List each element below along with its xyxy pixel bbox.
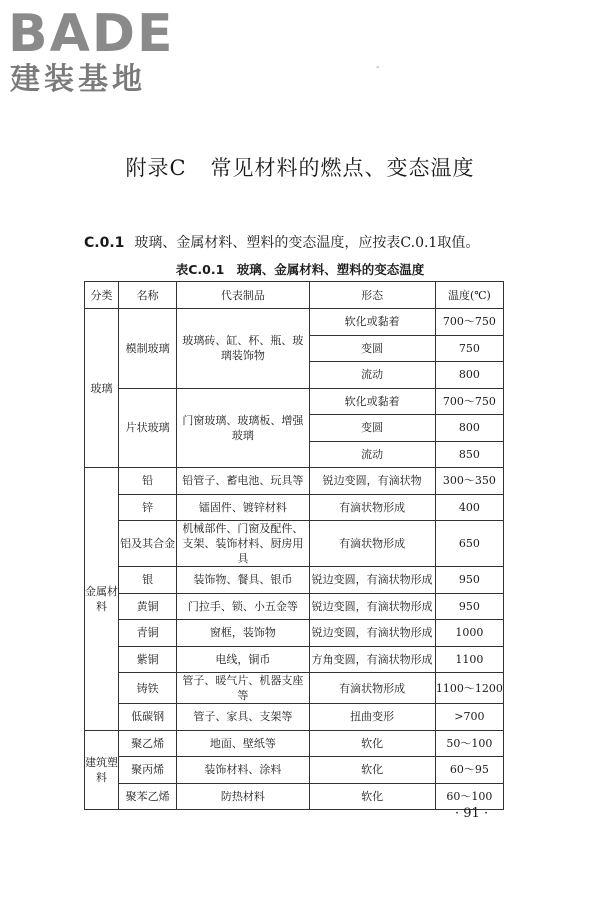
form-cell: 软化 <box>309 730 435 757</box>
temperature-cell: 50～100 <box>435 730 503 757</box>
table-row <box>85 388 504 415</box>
table-row <box>85 468 504 495</box>
stray-mark: - <box>376 62 380 73</box>
appendix-heading: 常见材料的燃点、变态温度 <box>210 156 475 180</box>
table-row <box>85 521 504 567</box>
form-cell: 变圆 <box>309 335 435 362</box>
material-name-cell: 模制玻璃 <box>119 309 177 389</box>
table-row <box>85 757 504 784</box>
table-row <box>85 646 504 673</box>
transition-temperature-table <box>84 281 504 810</box>
temperature-cell: 700～750 <box>435 309 503 336</box>
table-row <box>85 567 504 594</box>
category-cell: 玻璃 <box>85 309 119 468</box>
temperature-cell: 1000 <box>435 620 503 647</box>
header-temperature: 温度(℃) <box>435 282 503 309</box>
temperature-cell: 800 <box>435 362 503 389</box>
temperature-cell: 60～100 <box>435 783 503 810</box>
form-cell: 软化或黏着 <box>309 309 435 336</box>
form-cell: 流动 <box>309 441 435 468</box>
clause-number: C.0.1 <box>84 235 125 251</box>
form-cell: 扭曲变形 <box>309 704 435 731</box>
product-cell: 铅管子、蓄电池、玩具等 <box>177 468 309 495</box>
table-row <box>85 309 504 336</box>
form-cell: 软化或黏着 <box>309 388 435 415</box>
product-cell: 窗框，装饰物 <box>177 620 309 647</box>
category-cell: 建筑塑料 <box>85 730 119 810</box>
form-cell: 流动 <box>309 362 435 389</box>
form-cell: 锐边变圆，有滴状物形成 <box>309 567 435 594</box>
temperature-cell: 800 <box>435 415 503 442</box>
product-cell: 机械部件、门窗及配件、支架、装饰材料、厨房用具 <box>177 521 309 567</box>
material-name-cell: 聚苯乙烯 <box>119 783 177 810</box>
material-name-cell: 聚乙烯 <box>119 730 177 757</box>
form-cell: 变圆 <box>309 415 435 442</box>
material-name-cell: 紫铜 <box>119 646 177 673</box>
product-cell: 玻璃砖、缸、杯、瓶、玻璃装饰物 <box>177 309 309 389</box>
header-form: 形态 <box>309 282 435 309</box>
table-row <box>85 730 504 757</box>
material-name-cell: 铸铁 <box>119 673 177 704</box>
table-row <box>85 593 504 620</box>
form-cell: 软化 <box>309 783 435 810</box>
form-cell: 有滴状物形成 <box>309 673 435 704</box>
form-cell: 锐边变圆，有滴状物 <box>309 468 435 495</box>
clause-paragraph <box>84 232 479 252</box>
temperature-cell: 1100～1200 <box>435 673 503 704</box>
product-cell: 装饰材料、涂料 <box>177 757 309 784</box>
product-cell: 装饰物、餐具、银币 <box>177 567 309 594</box>
material-name-cell: 低碳钢 <box>119 704 177 731</box>
header-category: 分类 <box>85 282 119 309</box>
temperature-cell: 850 <box>435 441 503 468</box>
temperature-cell: 1100 <box>435 646 503 673</box>
logo-subtitle: 建装基地 <box>10 62 146 97</box>
form-cell: 锐边变圆，有滴状物形成 <box>309 620 435 647</box>
page-number: · 91 · <box>455 806 489 821</box>
product-cell: 地面、壁纸等 <box>177 730 309 757</box>
form-cell: 方角变圆，有滴状物形成 <box>309 646 435 673</box>
product-cell: 防热材料 <box>177 783 309 810</box>
form-cell: 有滴状物形成 <box>309 521 435 567</box>
product-cell: 门窗玻璃、玻璃板、增强玻璃 <box>177 388 309 468</box>
temperature-cell: 300～350 <box>435 468 503 495</box>
material-name-cell: 黄铜 <box>119 593 177 620</box>
temperature-cell: 950 <box>435 567 503 594</box>
material-name-cell: 青铜 <box>119 620 177 647</box>
table-row <box>85 704 504 731</box>
appendix-label: 附录C <box>125 156 187 180</box>
table-header-row <box>85 282 504 309</box>
material-name-cell: 锌 <box>119 494 177 521</box>
table-row <box>85 673 504 704</box>
material-name-cell: 片状玻璃 <box>119 388 177 468</box>
form-cell: 锐边变圆，有滴状物形成 <box>309 593 435 620</box>
temperature-cell: 700～750 <box>435 388 503 415</box>
temperature-cell: 400 <box>435 494 503 521</box>
product-cell: 门拉手、锁、小五金等 <box>177 593 309 620</box>
material-name-cell: 铝及其合金 <box>119 521 177 567</box>
material-name-cell: 铅 <box>119 468 177 495</box>
temperature-cell: 60～95 <box>435 757 503 784</box>
table-row <box>85 620 504 647</box>
form-cell: 有滴状物形成 <box>309 494 435 521</box>
material-name-cell: 聚丙烯 <box>119 757 177 784</box>
logo-wordmark: BADE <box>8 4 175 64</box>
product-cell: 镭固件、镀锌材料 <box>177 494 309 521</box>
table-caption: 表C.0.1 玻璃、金属材料、塑料的变态温度 <box>175 262 425 277</box>
product-cell: 管子、家具、支架等 <box>177 704 309 731</box>
temperature-cell: 650 <box>435 521 503 567</box>
product-cell: 管子、暖气片、机器支座等 <box>177 673 309 704</box>
brand-logo <box>8 4 198 104</box>
temperature-cell: 750 <box>435 335 503 362</box>
header-name: 名称 <box>119 282 177 309</box>
clause-text: 玻璃、金属材料、塑料的变态温度，应按表C.0.1取值。 <box>134 235 480 251</box>
header-product: 代表制品 <box>177 282 309 309</box>
temperature-cell: >700 <box>435 704 503 731</box>
appendix-title <box>0 152 600 182</box>
table-row <box>85 494 504 521</box>
form-cell: 软化 <box>309 757 435 784</box>
temperature-cell: 950 <box>435 593 503 620</box>
table-body <box>85 309 504 810</box>
category-cell: 金属材料 <box>85 468 119 731</box>
material-name-cell: 银 <box>119 567 177 594</box>
product-cell: 电线，铜币 <box>177 646 309 673</box>
table-row <box>85 783 504 810</box>
